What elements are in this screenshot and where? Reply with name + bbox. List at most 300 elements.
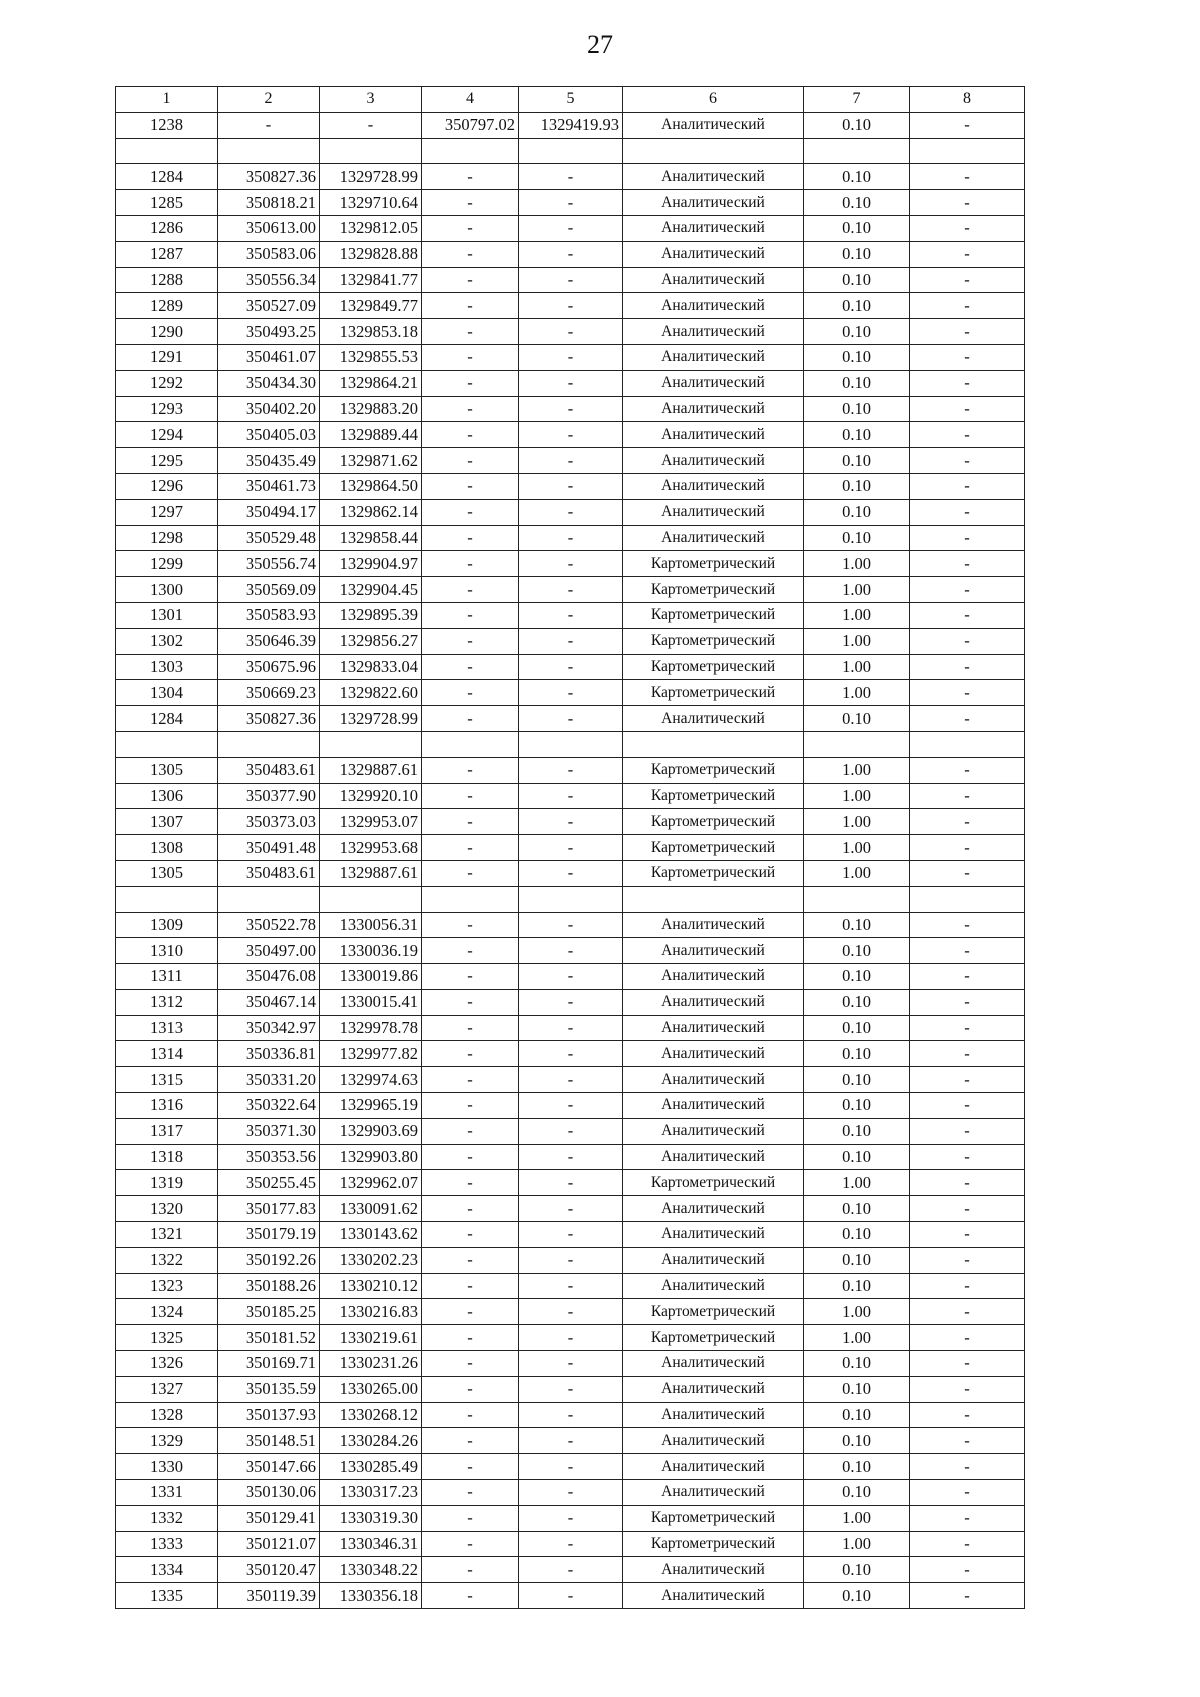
table-cell-method: Аналитический: [623, 422, 804, 448]
table-cell-y-coordinate: 1329862.14: [320, 499, 422, 525]
table-cell-method: [623, 138, 804, 164]
table-cell-x-coordinate-new: -: [422, 473, 519, 499]
table-cell-note: -: [910, 1273, 1025, 1299]
table-cell-point-number: 1294: [116, 422, 218, 448]
table-cell-point-number: 1332: [116, 1505, 218, 1531]
table-row: [116, 319, 1025, 345]
table-cell-point-number: 1324: [116, 1299, 218, 1325]
table-cell-accuracy: 0.10: [804, 1067, 910, 1093]
table-cell-x-coordinate-new: -: [422, 757, 519, 783]
table-cell-method: Аналитический: [623, 1583, 804, 1609]
table-cell-point-number: 1323: [116, 1273, 218, 1299]
table-cell-x-coordinate: 350148.51: [218, 1428, 320, 1454]
table-cell-x-coordinate: 350177.83: [218, 1196, 320, 1222]
table-cell-point-number: 1326: [116, 1351, 218, 1377]
table-cell-method: Картометрический: [623, 1325, 804, 1351]
table-cell-y-coordinate: 1330317.23: [320, 1480, 422, 1506]
table-row: [116, 215, 1025, 241]
table-cell-y-coordinate-new: -: [519, 1480, 623, 1506]
table-cell-x-coordinate: 350181.52: [218, 1325, 320, 1351]
table-cell-method: Аналитический: [623, 964, 804, 990]
table-cell-method: Аналитический: [623, 525, 804, 551]
table-cell-accuracy: 0.10: [804, 215, 910, 241]
table-cell-note: -: [910, 1093, 1025, 1119]
table-cell-accuracy: 0.10: [804, 370, 910, 396]
table-cell-accuracy: [804, 731, 910, 757]
table-cell-y-coordinate-new: -: [519, 1015, 623, 1041]
table-cell-method: Аналитический: [623, 164, 804, 190]
table-cell-point-number: 1312: [116, 989, 218, 1015]
table-cell-y-coordinate: 1330348.22: [320, 1557, 422, 1583]
table-cell-point-number: 1318: [116, 1144, 218, 1170]
table-cell-y-coordinate: 1329965.19: [320, 1093, 422, 1119]
table-cell-x-coordinate-new: -: [422, 706, 519, 732]
table-cell-accuracy: 0.10: [804, 164, 910, 190]
table-cell-method: Картометрический: [623, 551, 804, 577]
table-cell-note: -: [910, 680, 1025, 706]
table-cell-y-coordinate: 1329887.61: [320, 860, 422, 886]
table-cell-y-coordinate-new: -: [519, 1583, 623, 1609]
table-cell-method: Картометрический: [623, 577, 804, 603]
table-row: [116, 628, 1025, 654]
table-cell-x-coordinate: [218, 138, 320, 164]
table-cell-note: -: [910, 757, 1025, 783]
table-cell-y-coordinate: 1329855.53: [320, 344, 422, 370]
table-cell-y-coordinate: 1330210.12: [320, 1273, 422, 1299]
table-cell-x-coordinate: 350188.26: [218, 1273, 320, 1299]
table-row: [116, 1144, 1025, 1170]
table-cell-y-coordinate: 1329889.44: [320, 422, 422, 448]
table-row: [116, 551, 1025, 577]
table-header-row: [116, 87, 1025, 113]
table-cell-point-number: 1288: [116, 267, 218, 293]
table-cell-x-coordinate: 350336.81: [218, 1041, 320, 1067]
table-cell-point-number: 1299: [116, 551, 218, 577]
table-cell-x-coordinate: 350569.09: [218, 577, 320, 603]
table-cell-x-coordinate-new: [422, 138, 519, 164]
table-cell-point-number: 1327: [116, 1376, 218, 1402]
table-cell-point-number: 1320: [116, 1196, 218, 1222]
table-cell-accuracy: 0.10: [804, 964, 910, 990]
table-cell-y-coordinate-new: -: [519, 809, 623, 835]
table-row: [116, 1196, 1025, 1222]
table-cell-point-number: [116, 138, 218, 164]
table-cell-accuracy: 0.10: [804, 525, 910, 551]
table-cell-method: Аналитический: [623, 448, 804, 474]
table-cell-note: -: [910, 422, 1025, 448]
table-cell-y-coordinate: 1329728.99: [320, 164, 422, 190]
table-cell-method: Аналитический: [623, 1144, 804, 1170]
table-cell-y-coordinate-new: -: [519, 1041, 623, 1067]
table-cell-method: Аналитический: [623, 396, 804, 422]
table-cell-accuracy: 0.10: [804, 293, 910, 319]
table-cell-y-coordinate: 1329871.62: [320, 448, 422, 474]
table-cell-method: Аналитический: [623, 989, 804, 1015]
table-cell-point-number: 1298: [116, 525, 218, 551]
table-cell-x-coordinate-new: -: [422, 1299, 519, 1325]
table-cell-method: Аналитический: [623, 938, 804, 964]
table-cell-x-coordinate: 350483.61: [218, 860, 320, 886]
table-cell-note: -: [910, 1583, 1025, 1609]
table-row: [116, 370, 1025, 396]
table-cell-x-coordinate: 350130.06: [218, 1480, 320, 1506]
table-cell-y-coordinate-new: -: [519, 525, 623, 551]
table-cell-x-coordinate-new: -: [422, 1428, 519, 1454]
table-cell-x-coordinate: 350556.34: [218, 267, 320, 293]
table-cell-y-coordinate: 1329864.50: [320, 473, 422, 499]
table-cell-method: Картометрический: [623, 1505, 804, 1531]
table-cell-point-number: 1308: [116, 835, 218, 861]
table-cell-note: -: [910, 1170, 1025, 1196]
table-cell-y-coordinate: [320, 886, 422, 912]
table-cell-accuracy: 1.00: [804, 809, 910, 835]
table-cell-method: Аналитический: [623, 1351, 804, 1377]
table-row: [116, 190, 1025, 216]
table-cell-method: Картометрический: [623, 757, 804, 783]
table-cell-point-number: 1319: [116, 1170, 218, 1196]
table-cell-x-coordinate: 350137.93: [218, 1402, 320, 1428]
table-cell-point-number: 1293: [116, 396, 218, 422]
table-cell-accuracy: 1.00: [804, 1299, 910, 1325]
table-cell-x-coordinate-new: -: [422, 525, 519, 551]
table-cell-point-number: 1309: [116, 912, 218, 938]
column-header-accuracy: 7: [804, 87, 910, 113]
table-cell-note: -: [910, 1325, 1025, 1351]
table-cell-y-coordinate: 1329822.60: [320, 680, 422, 706]
table-row: [116, 1118, 1025, 1144]
table-cell-point-number: 1290: [116, 319, 218, 345]
table-row: [116, 1480, 1025, 1506]
table-cell-method: Картометрический: [623, 835, 804, 861]
table-cell-x-coordinate: 350402.20: [218, 396, 320, 422]
table-cell-method: Картометрический: [623, 1170, 804, 1196]
table-cell-x-coordinate: 350613.00: [218, 215, 320, 241]
table-cell-y-coordinate-new: -: [519, 1454, 623, 1480]
table-cell-y-coordinate-new: -: [519, 783, 623, 809]
table-row: [116, 1093, 1025, 1119]
table-cell-accuracy: 1.00: [804, 783, 910, 809]
table-cell-method: Аналитический: [623, 1041, 804, 1067]
table-row: [116, 1454, 1025, 1480]
table-cell-y-coordinate: 1329895.39: [320, 602, 422, 628]
table-cell-method: Аналитический: [623, 706, 804, 732]
table-row: [116, 1273, 1025, 1299]
table-cell-x-coordinate-new: -: [422, 654, 519, 680]
table-cell-x-coordinate-new: -: [422, 215, 519, 241]
table-cell-note: -: [910, 396, 1025, 422]
table-cell-point-number: 1330: [116, 1454, 218, 1480]
table-cell-accuracy: 1.00: [804, 757, 910, 783]
table-cell-note: -: [910, 577, 1025, 603]
table-cell-method: Аналитический: [623, 344, 804, 370]
table-cell-point-number: 1316: [116, 1093, 218, 1119]
table-cell-y-coordinate-new: -: [519, 1222, 623, 1248]
table-cell-y-coordinate: [320, 138, 422, 164]
table-cell-y-coordinate: 1330231.26: [320, 1351, 422, 1377]
table-cell-note: -: [910, 1480, 1025, 1506]
table-cell-accuracy: 0.10: [804, 989, 910, 1015]
table-cell-y-coordinate: 1330285.49: [320, 1454, 422, 1480]
table-cell-x-coordinate-new: -: [422, 1376, 519, 1402]
table-cell-accuracy: 0.10: [804, 706, 910, 732]
table-cell-method: Аналитический: [623, 215, 804, 241]
table-cell-x-coordinate: 350491.48: [218, 835, 320, 861]
table-cell-accuracy: 0.10: [804, 1196, 910, 1222]
table-cell-x-coordinate: 350179.19: [218, 1222, 320, 1248]
table-row: [116, 860, 1025, 886]
table-cell-y-coordinate-new: -: [519, 1557, 623, 1583]
table-cell-note: -: [910, 1144, 1025, 1170]
table-cell-note: -: [910, 319, 1025, 345]
table-cell-y-coordinate-new: -: [519, 551, 623, 577]
table-cell-accuracy: 0.10: [804, 396, 910, 422]
table-cell-note: -: [910, 1118, 1025, 1144]
table-cell-note: -: [910, 809, 1025, 835]
table-cell-accuracy: 0.10: [804, 473, 910, 499]
table-cell-note: -: [910, 344, 1025, 370]
table-cell-y-coordinate-new: -: [519, 1376, 623, 1402]
table-row: [116, 938, 1025, 964]
table-cell-accuracy: 0.10: [804, 448, 910, 474]
table-cell-accuracy: 0.10: [804, 319, 910, 345]
table-cell-y-coordinate: 1330202.23: [320, 1247, 422, 1273]
table-cell-method: Аналитический: [623, 1376, 804, 1402]
table-cell-method: Картометрический: [623, 628, 804, 654]
table-cell-note: -: [910, 1505, 1025, 1531]
table-cell-x-coordinate-new: -: [422, 680, 519, 706]
table-cell-method: [623, 886, 804, 912]
table-cell-x-coordinate-new: -: [422, 577, 519, 603]
table-row: [116, 1505, 1025, 1531]
table-cell-x-coordinate: 350120.47: [218, 1557, 320, 1583]
table-cell-method: Аналитический: [623, 1402, 804, 1428]
table-cell-y-coordinate-new: -: [519, 1402, 623, 1428]
table-row: [116, 602, 1025, 628]
table-cell-note: [910, 731, 1025, 757]
table-cell-y-coordinate-new: -: [519, 319, 623, 345]
table-cell-y-coordinate-new: -: [519, 190, 623, 216]
table-cell-y-coordinate-new: 1329419.93: [519, 112, 623, 138]
table-cell-x-coordinate-new: -: [422, 1351, 519, 1377]
table-cell-y-coordinate: 1330019.86: [320, 964, 422, 990]
table-cell-note: -: [910, 473, 1025, 499]
table-cell-accuracy: 1.00: [804, 1505, 910, 1531]
table-cell-y-coordinate: 1330268.12: [320, 1402, 422, 1428]
table-cell-y-coordinate: 1330284.26: [320, 1428, 422, 1454]
table-cell-x-coordinate-new: -: [422, 422, 519, 448]
table-cell-method: Аналитический: [623, 1222, 804, 1248]
table-cell-accuracy: 0.10: [804, 1583, 910, 1609]
table-row: [116, 422, 1025, 448]
table-cell-x-coordinate-new: -: [422, 1093, 519, 1119]
table-cell-y-coordinate-new: -: [519, 267, 623, 293]
table-cell-y-coordinate: 1329904.45: [320, 577, 422, 603]
table-cell-x-coordinate-new: -: [422, 1454, 519, 1480]
table-cell-y-coordinate: 1329849.77: [320, 293, 422, 319]
table-cell-x-coordinate-new: -: [422, 1170, 519, 1196]
table-cell-x-coordinate: 350675.96: [218, 654, 320, 680]
table-cell-note: [910, 138, 1025, 164]
table-cell-accuracy: 0.10: [804, 1041, 910, 1067]
table-row: [116, 293, 1025, 319]
table-cell-x-coordinate: 350494.17: [218, 499, 320, 525]
table-cell-note: -: [910, 964, 1025, 990]
table-cell-note: -: [910, 448, 1025, 474]
table-cell-y-coordinate-new: -: [519, 1351, 623, 1377]
table-cell-method: Аналитический: [623, 912, 804, 938]
table-row: [116, 1583, 1025, 1609]
table-cell-y-coordinate-new: -: [519, 706, 623, 732]
table-cell-y-coordinate-new: -: [519, 1273, 623, 1299]
table-cell-note: -: [910, 164, 1025, 190]
table-cell-y-coordinate-new: -: [519, 1299, 623, 1325]
table-cell-x-coordinate: 350373.03: [218, 809, 320, 835]
table-cell-x-coordinate: 350377.90: [218, 783, 320, 809]
table-cell-x-coordinate-new: -: [422, 1480, 519, 1506]
table-row: [116, 809, 1025, 835]
table-cell-y-coordinate: 1330015.41: [320, 989, 422, 1015]
table-cell-y-coordinate-new: -: [519, 860, 623, 886]
table-cell-point-number: 1304: [116, 680, 218, 706]
table-cell-accuracy: 1.00: [804, 577, 910, 603]
table-cell-note: -: [910, 835, 1025, 861]
table-cell-accuracy: 0.10: [804, 1480, 910, 1506]
column-header-point-number: 1: [116, 87, 218, 113]
table-cell-point-number: 1317: [116, 1118, 218, 1144]
table-cell-note: -: [910, 370, 1025, 396]
table-cell-point-number: 1286: [116, 215, 218, 241]
table-cell-x-coordinate: 350467.14: [218, 989, 320, 1015]
table-row: [116, 1015, 1025, 1041]
table-cell-x-coordinate: 350527.09: [218, 293, 320, 319]
table-body: [116, 87, 1025, 1609]
table-cell-y-coordinate-new: -: [519, 964, 623, 990]
table-cell-accuracy: 0.10: [804, 938, 910, 964]
table-cell-x-coordinate: 350255.45: [218, 1170, 320, 1196]
table-cell-point-number: [116, 886, 218, 912]
table-cell-x-coordinate-new: -: [422, 241, 519, 267]
table-row: [116, 1325, 1025, 1351]
column-header-method: 6: [623, 87, 804, 113]
table-cell-y-coordinate-new: -: [519, 989, 623, 1015]
table-cell-y-coordinate-new: -: [519, 370, 623, 396]
table-cell-note: -: [910, 1376, 1025, 1402]
table-cell-y-coordinate: 1329953.07: [320, 809, 422, 835]
table-cell-x-coordinate-new: -: [422, 1067, 519, 1093]
table-cell-x-coordinate: 350322.64: [218, 1093, 320, 1119]
table-cell-y-coordinate-new: -: [519, 241, 623, 267]
table-cell-accuracy: 1.00: [804, 551, 910, 577]
table-cell-accuracy: 1.00: [804, 1531, 910, 1557]
table-cell-point-number: 1300: [116, 577, 218, 603]
table-cell-x-coordinate-new: -: [422, 1041, 519, 1067]
table-cell-y-coordinate: 1330219.61: [320, 1325, 422, 1351]
table-cell-accuracy: 0.10: [804, 1093, 910, 1119]
table-cell-y-coordinate: 1329864.21: [320, 370, 422, 396]
table-cell-y-coordinate-new: -: [519, 628, 623, 654]
table-row: [116, 1351, 1025, 1377]
table-cell-x-coordinate: 350461.07: [218, 344, 320, 370]
table-cell-x-coordinate-new: -: [422, 344, 519, 370]
table-cell-point-number: 1292: [116, 370, 218, 396]
table-separator-row: [116, 731, 1025, 757]
table-cell-x-coordinate: 350556.74: [218, 551, 320, 577]
table-cell-note: -: [910, 654, 1025, 680]
table-cell-y-coordinate: 1329833.04: [320, 654, 422, 680]
table-cell-accuracy: 0.10: [804, 912, 910, 938]
table-cell-note: -: [910, 938, 1025, 964]
table-cell-y-coordinate-new: -: [519, 1093, 623, 1119]
table-cell-accuracy: 0.10: [804, 1015, 910, 1041]
table-cell-x-coordinate: 350135.59: [218, 1376, 320, 1402]
table-cell-x-coordinate: 350169.71: [218, 1351, 320, 1377]
table-cell-x-coordinate-new: -: [422, 1247, 519, 1273]
table-cell-point-number: 1313: [116, 1015, 218, 1041]
table-cell-point-number: 1321: [116, 1222, 218, 1248]
table-cell-y-coordinate: 1329883.20: [320, 396, 422, 422]
table-cell-point-number: 1314: [116, 1041, 218, 1067]
table-cell-method: Аналитический: [623, 267, 804, 293]
table-cell-y-coordinate: 1329974.63: [320, 1067, 422, 1093]
table-cell-x-coordinate: 350497.00: [218, 938, 320, 964]
table-cell-method: Аналитический: [623, 1118, 804, 1144]
table-cell-y-coordinate: 1329977.82: [320, 1041, 422, 1067]
table-cell-y-coordinate-new: -: [519, 396, 623, 422]
table-cell-point-number: 1331: [116, 1480, 218, 1506]
table-cell-x-coordinate-new: -: [422, 1505, 519, 1531]
table-cell-x-coordinate: 350353.56: [218, 1144, 320, 1170]
table-cell-y-coordinate: 1329903.80: [320, 1144, 422, 1170]
table-cell-note: -: [910, 1196, 1025, 1222]
table-cell-point-number: 1291: [116, 344, 218, 370]
table-cell-y-coordinate: 1330265.00: [320, 1376, 422, 1402]
table-cell-x-coordinate: 350405.03: [218, 422, 320, 448]
table-cell-y-coordinate: 1330216.83: [320, 1299, 422, 1325]
table-cell-x-coordinate: -: [218, 112, 320, 138]
table-cell-point-number: 1287: [116, 241, 218, 267]
table-row: [116, 1170, 1025, 1196]
table-cell-x-coordinate: 350147.66: [218, 1454, 320, 1480]
table-cell-x-coordinate: [218, 731, 320, 757]
table-cell-y-coordinate: -: [320, 112, 422, 138]
table-cell-note: -: [910, 602, 1025, 628]
table-cell-point-number: [116, 731, 218, 757]
table-cell-point-number: 1334: [116, 1557, 218, 1583]
table-cell-note: -: [910, 112, 1025, 138]
table-cell-accuracy: 1.00: [804, 1325, 910, 1351]
table-cell-note: -: [910, 499, 1025, 525]
table-cell-note: -: [910, 628, 1025, 654]
table-cell-method: Аналитический: [623, 1196, 804, 1222]
table-cell-x-coordinate-new: -: [422, 396, 519, 422]
table-cell-accuracy: 0.10: [804, 1118, 910, 1144]
table-cell-x-coordinate: 350435.49: [218, 448, 320, 474]
table-row: [116, 499, 1025, 525]
table-cell-x-coordinate-new: -: [422, 964, 519, 990]
table-cell-x-coordinate-new: -: [422, 628, 519, 654]
table-cell-x-coordinate-new: -: [422, 835, 519, 861]
table-cell-y-coordinate-new: -: [519, 1531, 623, 1557]
table-cell-point-number: 1306: [116, 783, 218, 809]
table-cell-accuracy: 0.10: [804, 1247, 910, 1273]
table-separator-row: [116, 886, 1025, 912]
table-cell-x-coordinate: 350461.73: [218, 473, 320, 499]
table-cell-y-coordinate: 1329710.64: [320, 190, 422, 216]
table-cell-x-coordinate: 350185.25: [218, 1299, 320, 1325]
page-number: 27: [587, 30, 613, 59]
table-cell-method: Аналитический: [623, 1428, 804, 1454]
table-row: [116, 989, 1025, 1015]
